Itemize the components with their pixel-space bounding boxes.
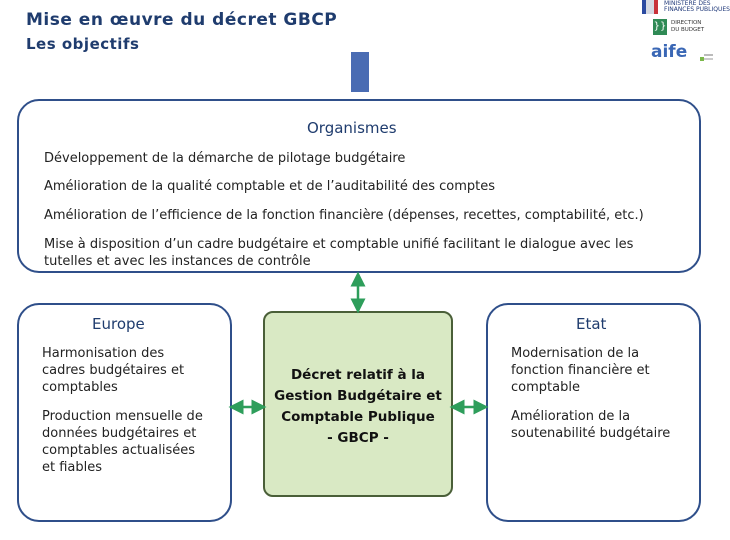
decret-line-3: Comptable Publique bbox=[281, 409, 435, 425]
etat-item-1-line1: Modernisation de la bbox=[511, 346, 640, 361]
ministere-line1: MINISTÈRE DES bbox=[664, 0, 711, 7]
decret-line-4: - GBCP - bbox=[327, 430, 389, 446]
aife-logo bbox=[651, 42, 713, 66]
direction-line1: DIRECTION bbox=[671, 20, 702, 26]
etat-item-2-line1: Amélioration de la bbox=[511, 409, 631, 424]
europe-heading: Europe bbox=[92, 315, 145, 333]
ministere-logo-text bbox=[664, 1, 730, 13]
europe-item-2-line4: et fiables bbox=[42, 460, 103, 475]
accent-bar bbox=[351, 52, 369, 92]
decret-line-2: Gestion Budgétaire et bbox=[274, 388, 442, 404]
ministere-line2: FINANCES PUBLIQUES bbox=[664, 6, 730, 13]
decret-line-1: Décret relatif à la bbox=[290, 367, 426, 383]
organismes-item-3: Amélioration de l’efficience de la fonction financière (dépenses, recettes, comptabilité, etc.) bbox=[44, 208, 644, 223]
organismes-heading: Organismes bbox=[307, 119, 397, 137]
europe-item-2-line2: données budgétaires et bbox=[42, 426, 197, 441]
page-subtitle: Les objectifs bbox=[26, 35, 140, 53]
page-title: Mise en œuvre du décret GBCP bbox=[26, 10, 338, 30]
europe-item-2-line3: comptables actualisées bbox=[42, 443, 196, 458]
etat-item-1-line2: fonction financière et bbox=[511, 363, 650, 378]
organismes-item-4-cont: tutelles et avec les instances de contrôle bbox=[44, 254, 311, 269]
direction-budget-logo bbox=[653, 19, 711, 37]
europe-item-1-line2: cadres budgétaires et bbox=[42, 363, 185, 378]
direction-line2: DU BUDGET bbox=[671, 27, 705, 33]
etat-item-1-line3: comptable bbox=[511, 380, 580, 395]
ministere-logo bbox=[642, 0, 730, 16]
aife-tagline-icon bbox=[704, 54, 713, 56]
etat-heading: Etat bbox=[576, 315, 607, 333]
europe-item-2-line1: Production mensuelle de bbox=[42, 409, 203, 424]
direction-budget-text bbox=[671, 20, 704, 34]
organismes-item-1: Développement de la démarche de pilotage budgétaire bbox=[44, 151, 406, 166]
etat-item-2-line2: soutenabilité budgétaire bbox=[511, 426, 671, 441]
europe-item-1-line1: Harmonisation des bbox=[42, 346, 165, 361]
organismes-item-4: Mise à disposition d’un cadre budgétaire et comptable unifié facilitant le dialogue avec les bbox=[44, 237, 634, 252]
organismes-item-2: Amélioration de la qualité comptable et de l’auditabilité des comptes bbox=[44, 179, 495, 194]
aife-wordmark: aife bbox=[651, 42, 688, 62]
aife-tagline2-icon bbox=[704, 58, 713, 60]
decret-center-text bbox=[268, 365, 448, 449]
europe-item-1-line3: comptables bbox=[42, 380, 118, 395]
budget-brackets-icon: }} bbox=[653, 19, 667, 35]
marianne-emblem-icon bbox=[642, 0, 658, 14]
